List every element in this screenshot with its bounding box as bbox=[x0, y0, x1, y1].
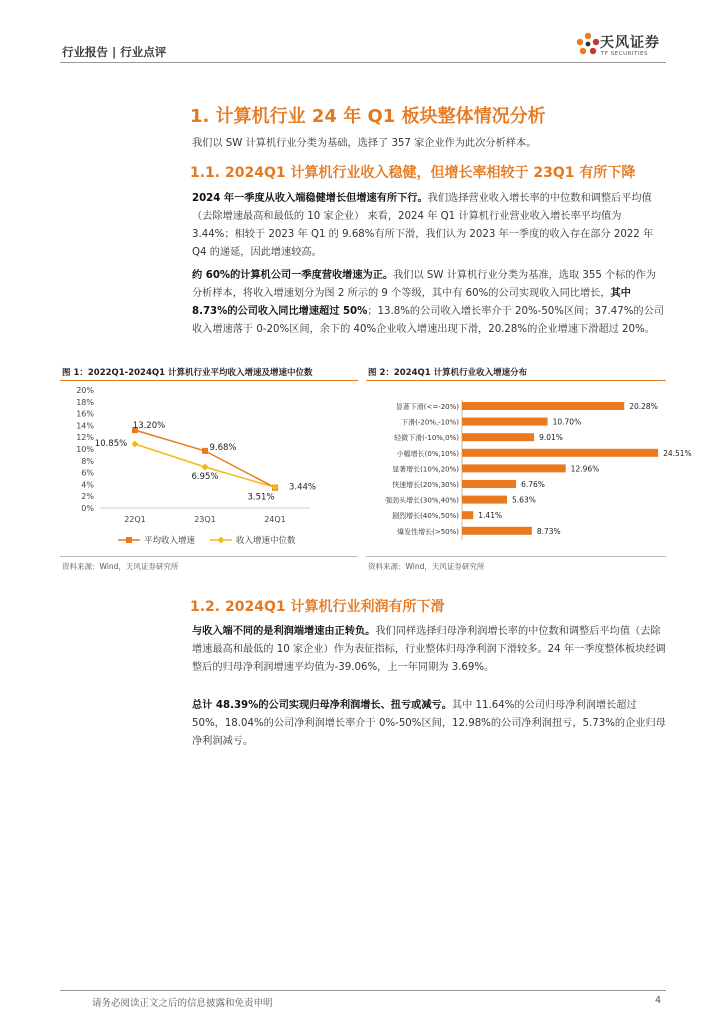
paragraph-lead: 总计 48.39%的公司实现归母净利润增长、扭亏或减亏。 bbox=[192, 700, 452, 711]
figure-1-bottom-rule bbox=[60, 556, 358, 557]
data-label: 9.01% bbox=[539, 433, 563, 443]
section-1-1-title: 1.1. 2024Q1 计算机行业收入稳健，但增长率相较于 23Q1 有所下降 bbox=[190, 165, 636, 181]
bar bbox=[462, 480, 516, 488]
figure-1-top-rule bbox=[60, 380, 358, 381]
section-1-2-paragraph-2 bbox=[192, 697, 666, 751]
data-label: 8.73% bbox=[536, 526, 561, 536]
y-tick-label: 10% bbox=[76, 445, 94, 454]
logo-subtext: TF SECURITIES bbox=[601, 51, 648, 57]
data-label: 10.85% bbox=[94, 438, 128, 449]
y-tick-label: 4% bbox=[81, 480, 94, 490]
paragraph-body: 我们选择营业收入增长率的中位数和调整后平均值（去除增速最高和最低的 10 家企业） 来看，2024 年 Q1 计算机行业营业收入增长率平均值为 3.44%；相较于 2023 年 Q1 的 9.68%有所下滑，我们认为 2023 年一季度的收入存在部分 2022 年 Q4 的递延，因此增速较高。 bbox=[192, 193, 654, 258]
y-tick-label: 18% bbox=[76, 397, 94, 407]
logo-center-icon bbox=[586, 42, 591, 47]
y-tick-label: 6% bbox=[81, 468, 94, 478]
data-label: 3.44% bbox=[289, 482, 317, 493]
legend-label: 收入增速中位数 bbox=[236, 536, 296, 546]
bar bbox=[462, 449, 658, 457]
data-label: 12.96% bbox=[570, 464, 600, 474]
data-label: 9.68% bbox=[209, 442, 237, 453]
legend-label: 平均收入增速 bbox=[144, 536, 196, 546]
report-category: 行业报告 | 行业点评 bbox=[62, 45, 167, 59]
bar bbox=[462, 402, 624, 410]
section-1-intro: 我们以 SW 计算机行业分类为基础，选择了 357 家企业作为此次分析样本。 bbox=[192, 138, 537, 149]
figure-1-line-chart bbox=[60, 382, 360, 554]
logo-petal-icon bbox=[580, 48, 586, 54]
x-tick-label: 23Q1 bbox=[194, 515, 216, 524]
paragraph-body: 其中 11.64%的公司归母净利润增长超过 50%，18.04%的公司净利润增长率介于 0%-50%区间，12.98%的公司净利润扭亏，5.73%的企业归母净利润减亏。 bbox=[192, 700, 666, 747]
y-tick-label: 20% bbox=[76, 386, 94, 395]
paragraph-body: 我们以 SW 计算机行业分类为基准，选取 355 个标的作为分析样本，将收入增速划分为图 2 所示的 9 个等级，其中有 60%的公司实现收入同比增长， bbox=[192, 270, 656, 299]
y-tick-label: 16% bbox=[76, 409, 94, 419]
x-tick-label: 22Q1 bbox=[124, 515, 146, 524]
figure-1-source: 资料来源：Wind，天风证券研究所 bbox=[62, 562, 179, 571]
legend-marker bbox=[218, 537, 225, 544]
category-label: 显著增长(10%,20%) bbox=[392, 465, 459, 474]
paragraph-body: 我们同样选择归母净利润增长率的中位数和调整后平均值（去除增速最高和最低的 10 家企业）作为表征指标，行业整体归母净利润下滑较多。24 年一季度整体板块经调整后的归母净利润增速平均值为-39.06%，上一年同期为 3.69%。 bbox=[192, 626, 666, 673]
logo-petal-icon bbox=[585, 33, 591, 39]
logo-petal-icon bbox=[590, 48, 596, 54]
paragraph-lead: 约 60%的计算机公司一季度营收增速为正。 bbox=[192, 270, 394, 281]
logo-petal-icon bbox=[593, 39, 599, 45]
data-label: 20.28% bbox=[629, 402, 658, 411]
data-label: 6.76% bbox=[521, 480, 545, 489]
page-number: 4 bbox=[655, 995, 662, 1006]
category-label: 剧烈增长(40%,50%) bbox=[392, 512, 459, 521]
x-tick-label: 24Q1 bbox=[264, 515, 286, 524]
figure-2-bottom-rule bbox=[366, 556, 666, 557]
logo-text: 天风证券 bbox=[600, 35, 660, 51]
category-label: 下滑(-20%,-10%) bbox=[401, 418, 459, 427]
legend-marker bbox=[126, 537, 132, 543]
bar bbox=[462, 527, 532, 535]
category-label: 显著下滑(<=-20%) bbox=[395, 403, 459, 411]
y-tick-label: 14% bbox=[76, 421, 94, 431]
bar bbox=[462, 433, 534, 441]
data-point-marker bbox=[202, 448, 208, 454]
paragraph-lead: 与收入端不同的是利润端增速由正转负。 bbox=[192, 626, 376, 637]
figure-2-bar-chart bbox=[366, 382, 692, 554]
section-1-title: 1. 计算机行业 24 年 Q1 板块整体情况分析 bbox=[190, 106, 546, 127]
section-1-1-paragraph-2 bbox=[192, 267, 666, 339]
paragraph-body: ；13.8%的公司收入增长率介于 20%-50%区间；37.47%的公司收入增速落于 0-20%区间，余下的 40%企业收入增速出现下滑，20.28%的企业增速下滑超过 20%。 bbox=[192, 306, 664, 335]
category-label: 轻微下滑(-10%,0%) bbox=[394, 434, 459, 443]
section-1-2-paragraph-1 bbox=[192, 623, 666, 677]
bar bbox=[462, 511, 473, 519]
category-label: 小幅增长(0%,10%) bbox=[396, 449, 459, 458]
y-tick-label: 8% bbox=[81, 456, 94, 466]
paragraph-highlight: 其中 8.73%的公司收入同比增速超过 50% bbox=[192, 288, 631, 317]
data-label: 3.51% bbox=[247, 492, 275, 503]
paragraph-lead: 2024 年一季度从收入端稳健增长但增速有所下行。 bbox=[192, 193, 428, 204]
figure-1-title: 图 1：2022Q1-2024Q1 计算机行业平均收入增速及增速中位数 bbox=[62, 368, 313, 378]
data-label: 5.63% bbox=[512, 495, 536, 505]
section-1-2-title: 1.2. 2024Q1 计算机行业利润有所下滑 bbox=[190, 599, 445, 615]
category-label: 快速增长(20%,30%) bbox=[392, 481, 459, 489]
footer-disclaimer: 请务必阅读正文之后的信息披露和免责申明 bbox=[92, 998, 273, 1009]
data-label: 6.95% bbox=[191, 471, 219, 482]
bar bbox=[462, 496, 507, 504]
data-label: 24.51% bbox=[663, 448, 692, 458]
figure-2-source: 资料来源：Wind，天风证券研究所 bbox=[368, 562, 485, 571]
footer-divider bbox=[60, 990, 666, 991]
header-divider bbox=[60, 62, 666, 63]
bar bbox=[462, 418, 548, 426]
section-1-1-paragraph-1 bbox=[192, 190, 666, 262]
figure-2-title: 图 2：2024Q1 计算机行业收入增速分布 bbox=[368, 368, 528, 378]
category-label: 爆发性增长(>50%) bbox=[397, 527, 459, 536]
bar bbox=[462, 464, 566, 472]
logo-petal-icon bbox=[577, 39, 583, 45]
category-label: 强劲头增长(30%,40%) bbox=[385, 496, 459, 505]
figure-2-top-rule bbox=[366, 380, 666, 381]
data-label: 13.20% bbox=[132, 421, 166, 432]
data-point-marker bbox=[132, 440, 139, 447]
y-tick-label: 0% bbox=[81, 504, 94, 513]
data-point-marker bbox=[202, 463, 209, 470]
y-tick-label: 12% bbox=[76, 433, 94, 443]
y-tick-label: 2% bbox=[81, 492, 94, 502]
data-label: 1.41% bbox=[478, 511, 503, 521]
data-label: 10.70% bbox=[552, 417, 582, 427]
